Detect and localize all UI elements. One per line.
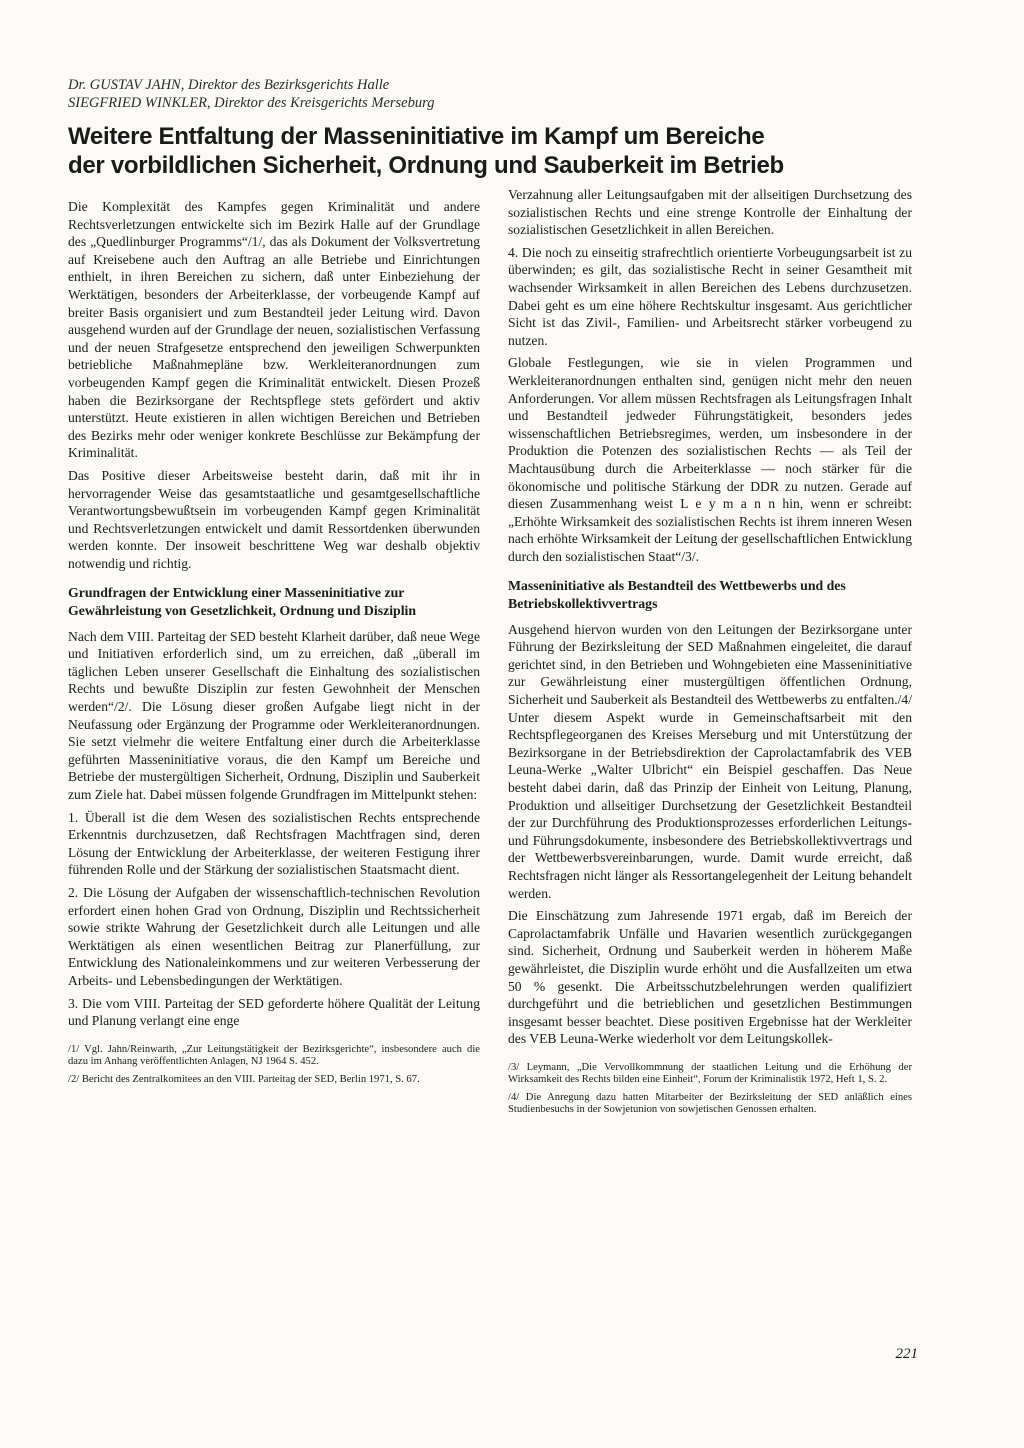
title-line-1: Weitere Entfaltung der Masseninitiative im Kampf um Bereiche [68,123,765,150]
title-line-2: der vorbildlichen Sicherheit, Ordnung und Sauberkeit im Betrieb [68,152,784,179]
right-paragraph-2: 4. Die noch zu einseitig strafrechtlich orientierte Vorbeugungsarbeit ist zu überwinden; es gilt, das sozialistische Recht in seiner Gesamtheit mit wachsender Wirksamkeit in allen Bereichen des Lebens durchzusetzen. Dabei geht es um eine höhere Rechtskultur insgesamt. Aus gerichtlicher Sicht ist das Zivil-, Familien- und Arbeitsrecht stärker vorbeugend zu nutzen. [508,244,912,348]
right-footnotes [508,1062,912,1117]
right-paragraph-3: Globale Festlegungen, wie sie in vielen Programmen und Werkleiteranordnungen enthalten sind, genügen nicht mehr den neuen Anforderungen. Vor allem müssen Rechtsfragen als Leitungsfragen Inhalt und Bestandteil jedweder Führungstätigkeit, besonders jedes wissenschaftlichen Betriebsregimes, werden, um insbesondere in der Produktion die Potenzen des sozialistischen Rechts — als Teil der Machtausübung durch die Arbeiterklasse — noch stärker für die ökonomische und politische Stärkung der DDR zu nutzen. Gerade auf diesen Zusammenhang weist L e y m a n n hin, wenn er schreibt: „Erhöhte Wirksamkeit des sozialistischen Rechts ist ihrem inneren Wesen nach erhöhte Wirksamkeit der Leitung der gesellschaftlichen Entwicklung durch den sozialistischen Staat“/3/. [508,355,912,564]
page-number: 221 [895,1346,918,1362]
author-line [68,76,768,112]
left-footnotes [68,1044,480,1086]
section-heading-1: Grundfragen der Entwicklung einer Masseninitiative zur Gewährleistung von Gesetzlichkeit, Ordnung und Disziplin [68,585,417,619]
footnote-4: /4/ Die Anregung dazu hatten Mitarbeiter der Bezirksleitung der SED anläßlich eines Studienbesuchs in der Sowjetunion von sowjetischen Genossen erhalten. [508,1091,912,1116]
left-column [68,198,480,1091]
right-paragraph-4: Ausgehend hiervon wurden von den Leitungen der Bezirksorgane unter Führung der Bezirksleitung der SED Maßnahmen eingeleitet, die darauf gerichtet sind, in den Betrieben und Wohngebieten eine Masseninitiative zur Gewährleistung einer mustergültigen öffentlichen Ordnung, Sicherheit und Sauberkeit als Bestandteil des Wettbewerbs zu entfalten./4/ Unter diesem Aspekt wurde in Gemeinschaftsarbeit mit den Rechtspflegeorganen des Kreises Merseburg und mit Unterstützung der Bezirksorgane in der Betriebsdirektion der Caprolactamfabrik des VEB Leuna-Werke „Walter Ulbricht“ ein Beispiel geschaffen. Das Neue besteht dabei darin, daß das Prinzip der Einheit von Leitung, Planung, Produktion und allseitiger Durchsetzung der Gesetzlichkeit Bestandteil der zur Durchführung des Produktionsprozesses erforderlichen Leitungs- und Führungsdokumente, insbesondere des Betriebskollektivvertrags und der Wettbewerbsvereinbarungen, wurde. Damit wurde erreicht, daß Rechtsfragen nicht länger als Ressortangelegenheit der Leitung behandelt werden. [508,621,912,901]
right-paragraph-5: Die Einschätzung zum Jahresende 1971 ergab, daß im Bereich der Caprolactamfabrik Unfälle und Havarien wesentlich zurückgegangen sind. Sicherheit, Ordnung und Sauberkeit werden in höherem Maße gewährleistet, die Disziplin wurde erhöht und die Ausfallzeiten um etwa 50 % gesenkt. Die Arbeitsschutzbelehrungen werden qualifiziert durchgeführt und die betrieblichen und gesetzlichen Bestimmungen insgesamt besser beachtet. Diese positiven Ergebnisse hat der Werkleiter des VEB Leuna-Werke wiederholt vor dem Leitungskollek- [508,908,912,1047]
author-2: SIEGFRIED WINKLER, Direktor des Kreisgerichts Merseburg [68,95,435,111]
left-paragraph-5: 2. Die Lösung der Aufgaben der wissenschaftlich-technischen Revolution erfordert einen hohen Grad von Ordnung, Disziplin und Rechtssicherheit sowie strikte Wahrung der Gesetzlichkeit durch alle Leitungen und alle Werktätigen als einen wesentlichen Beitrag zur Planerfüllung, zur Entwicklung des Nationaleinkommens und zur weiteren Verbesserung der Arbeits- und Lebensbedingungen der Werktätigen. [68,884,480,988]
left-paragraph-3: Nach dem VIII. Parteitag der SED besteht Klarheit darüber, daß neue Wege und Initiativen erforderlich sind, um zu erreichen, daß „überall im täglichen Leben unserer Gesellschaft die Einhaltung des sozialistischen Rechts und bewußte Disziplin zur festen Gewohnheit der Menschen werden“/2/. Die Lösung dieser großen Aufgabe liegt nicht in der Neufassung oder Ergänzung der Programme oder Werkleiteranordnungen. Sie setzt vielmehr die weitere Entfaltung einer durch die Arbeiterklasse geführten Masseninitiative voraus, die den Kampf um Bereiche und Betriebe der mustergültigen Sicherheit, Ordnung, Disziplin und Sauberkeit zum Ziele hat. Dabei müssen folgende Grundfragen im Mittelpunkt stehen: [68,628,480,802]
left-paragraph-1: Die Komplexität des Kampfes gegen Kriminalität und andere Rechtsverletzungen entwickelte sich im Bezirk Halle auf der Grundlage des „Quedlinburger Programms“/1/, das als Dokument der Volksvertretung auf Kreisebene auch den Auftrag an alle Betriebe und Einrichtungen enthielt, in ihren Bereichen zu sichern, daß unter Einbeziehung der Werktätigen, besonders der Arbeiterklasse, der vorbeugende Kampf auf breiter Basis organisiert und zum Bestandteil jeder Leitung wird. Davon ausgehend wurden auf der Grundlage der neuen, sozialistischen Verfassung und der neuen Strafgesetze entsprechend den jeweiligen Schwerpunkten betriebliche Maßnahmepläne bzw. Werkleiteranordnungen zum vorbeugenden Kampf gegen die Kriminalität entwickelt. Diesen Prozeß haben die Bezirksorgane der Rechtspflege stets gefördert und aktiv unterstützt. Heute existieren in allen wichtigen Bereichen und Betrieben des Bezirks mehr oder weniger konkrete Beschlüsse zur Bekämpfung der Kriminalität. [68,199,480,461]
footnote-2: /2/ Bericht des Zentralkomitees an den VIII. Parteitag der SED, Berlin 1971, S. 67. [68,1073,420,1085]
right-column [508,186,912,1122]
article-title [68,122,968,180]
author-1: Dr. GUSTAV JAHN, Direktor des Bezirksgerichts Halle [68,77,390,93]
section-heading-2: Masseninitiative als Bestandteil des Wettbewerbs und des Betriebskollektivvertrags [508,578,846,612]
left-paragraph-2: Das Positive dieser Arbeitsweise besteht darin, daß mit ihr in hervorragender Weise das gesamtstaatliche und gesamtgesellschaftliche Verantwortungsbewußtsein im vorbeugenden Kampf gegen Kriminalität und Rechtsverletzungen entwickelt und damit Ressortdenken überwunden werden konnte. Der insoweit beschrittene Weg war deshalb objektiv notwendig und richtig. [68,467,480,571]
right-paragraph-1: Verzahnung aller Leitungsaufgaben mit der allseitigen Durchsetzung des sozialistischen Rechts und eine strenge Kontrolle der Einhaltung der sozialistischen Gesetzlichkeit in allen Bereichen. [508,187,912,238]
footnote-3: /3/ Leymann, „Die Vervollkommnung der staatlichen Leitung und die Erhöhung der Wirksamkeit des Rechts bilden eine Einheit“, Forum der Kriminalistik 1972, Heft 1, S. 2. [508,1061,912,1086]
footnote-1: /1/ Vgl. Jahn/Reinwarth, „Zur Leitungstätigkeit der Bezirksgerichte“, insbesondere auch die dazu im Anhang veröffentlichten Anlagen, NJ 1964 S. 452. [68,1043,480,1068]
left-paragraph-4: 1. Überall ist die dem Wesen des sozialistischen Rechts entsprechende Erkenntnis durchzusetzen, daß Rechtsfragen Machtfragen sind, deren Lösung der Entwicklung der Arbeiterklasse, der weiteren Festigung ihrer führenden Rolle und der Stärkung der sozialistischen Staatsmacht dient. [68,809,480,878]
left-paragraph-6: 3. Die vom VIII. Parteitag der SED geforderte höhere Qualität der Leitung und Planung verlangt eine enge [68,995,480,1029]
